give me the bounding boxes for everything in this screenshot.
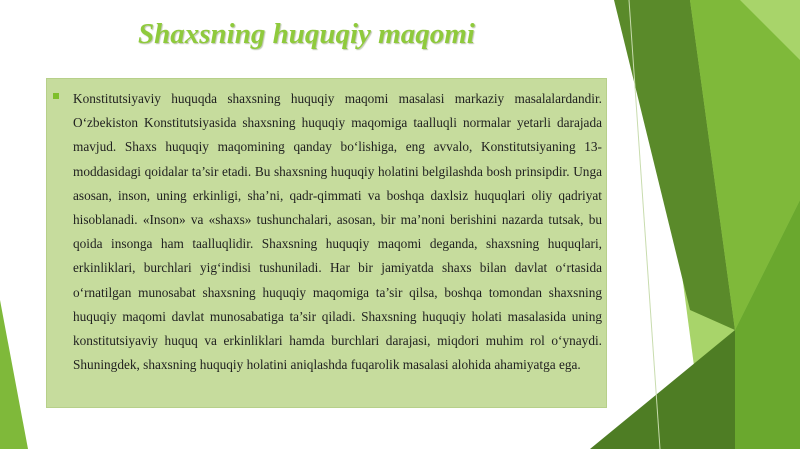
- bullet-icon: [53, 93, 59, 99]
- slide-title: Shaxsning huquqiy maqomi: [138, 18, 475, 50]
- body-paragraph: Konstitutsiyaviy huquqda shaxsning huquqiy maqomi masalasi markaziy masalalardandir. O‘zbekiston Konstitutsiyasida shaxsning huquqiy maqomiga taalluqli normalar yetarli darajada mavjud. Shaxs huquqiy maqomining qanday bo‘lishiga, eng avvalo, Konstitutsiyaning 13-moddasidagi qoidalar ta’sir etadi. Bu shaxsning huquqiy holatini belgilashda bosh prinsipdir. Unga asosan, inson, uning erkinligi, sha’ni, qadr-qimmati va boshqa daxlsiz huquqlari oliy qadriyat hisoblanadi. «Inson» va «shaxs» tushunchalari, asosan, bir ma’noni berishini nazarda tutsak, bu qoida insonga ham taalluqlidir. Shaxsning huquqiy maqomi deganda, shaxsning huquqlari, erkinliklari, burchlari yig‘indisi tushuniladi. Har bir jamiyatda shaxs bilan davlat o‘rtasida o‘rnatilgan munosabat shaxsning huquqiy maqomiga ta’sir qilsa, boshqa tomondan shaxsning huquqiy maqomi davlat munosabatiga ta’sir qiladi. Shaxsning huquqiy holati masalasida uning konstitutsiyaviy huquq va erkinliklari hamda burchlari darajasi, miqdori muhim rol o‘ynaydi. Shuningdek, shaxsning huquqiy holatini aniqlashda fuqarolik masalasi alohida ahamiyatga ega.: [73, 91, 602, 373]
- content-box: [46, 78, 607, 408]
- decor-bottom-dark-shape: [590, 330, 735, 449]
- decor-left-shape: [0, 300, 28, 449]
